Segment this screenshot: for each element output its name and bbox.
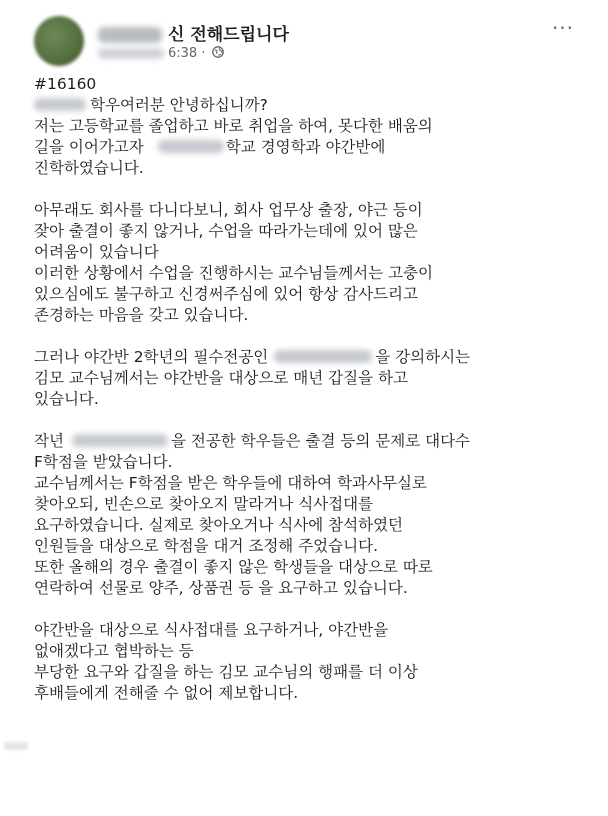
post-line: 인원들을 대상으로 학점을 대거 조정해 주었습니다. (34, 537, 378, 555)
paragraph-gap (34, 410, 580, 431)
paragraph-gap (34, 599, 580, 620)
post-line: 있으심에도 불구하고 신경써주심에 있어 항상 감사드리고 (34, 285, 418, 303)
more-options-icon[interactable]: ··· (551, 16, 575, 40)
redacted-school-name (34, 98, 86, 111)
post-line: 요구하였습니다. 실제로 찾아오거나 식사에 참석하였던 (34, 516, 404, 534)
post-line: 또한 올해의 경우 출결이 좋지 않은 학생들을 대상으로 따로 (34, 558, 433, 576)
redacted-page-name (98, 27, 162, 43)
post-line: 부당한 요구와 갑질을 하는 김모 교수님의 행패를 더 이상 (34, 663, 418, 681)
globe-icon (212, 46, 224, 58)
post-line: 있습니다. (34, 390, 99, 408)
page-name[interactable] (98, 20, 289, 45)
post-line: 연락하여 선물로 양주, 상품권 등 을 요구하고 있습니다. (34, 579, 408, 597)
faded-watermark-mark (4, 742, 28, 750)
post-line: 진학하였습니다. (34, 159, 144, 177)
post-line: 존경하는 마음을 갖고 있습니다. (34, 306, 249, 324)
post-line: 아무래도 회사를 다니다보니, 회사 업무상 출장, 야근 등이 (34, 201, 423, 219)
post-line: 후배들에게 전해줄 수 없어 제보합니다. (34, 684, 299, 702)
post-meta (98, 46, 224, 61)
redacted-date (98, 48, 164, 59)
post-line: 저는 고등학교를 졸업하고 바로 취업을 하여, 못다한 배움의 (34, 117, 433, 135)
redacted-course-name (274, 350, 372, 363)
post-line: F학점을 받았습니다. (34, 453, 173, 471)
page-name-text: 신 전해드립니다 (168, 25, 289, 45)
redacted-school-name (158, 140, 224, 153)
post-line: 어려움이 있습니다 (34, 243, 159, 261)
post-line: 잦아 출결이 좋지 않거나, 수업을 따라가는데에 있어 많은 (34, 222, 418, 240)
meta-separator: · (201, 46, 206, 61)
post-line: 길을 이어가고자 학교 경영학과 야간반에 (34, 138, 386, 156)
redacted-course-name (72, 434, 168, 447)
post-header (26, 8, 586, 68)
post-line: 찾아오되, 빈손으로 찾아오지 말라거나 식사접대를 (34, 495, 374, 513)
post-line: 작년 을 전공한 학우들은 출결 등의 문제로 대다수 (34, 432, 471, 450)
post-line: 학우여러분 안녕하십니까? (34, 95, 580, 116)
post-line: 그러나 야간반 2학년의 필수전공인 을 강의하시는 (34, 348, 471, 366)
avatar[interactable] (34, 16, 84, 66)
post-line: 없애겠다고 협박하는 등 (34, 642, 194, 660)
post-line: 야간반을 대상으로 식사접대를 요구하거나, 야간반을 (34, 621, 389, 639)
post-line: 교수님께서는 F학점을 받은 학우들에 대하여 학과사무실로 (34, 474, 427, 492)
post-body (34, 74, 580, 704)
paragraph-gap (34, 326, 580, 347)
post-number: #16160 (34, 75, 97, 93)
paragraph-gap (34, 179, 580, 200)
post-time[interactable]: 6:38 (168, 46, 198, 61)
post-line: 이러한 상황에서 수업을 진행하시는 교수님들께서는 고충이 (34, 264, 433, 282)
post-line: 김모 교수님께서는 야간반을 대상으로 매년 갑질을 하고 (34, 369, 408, 387)
